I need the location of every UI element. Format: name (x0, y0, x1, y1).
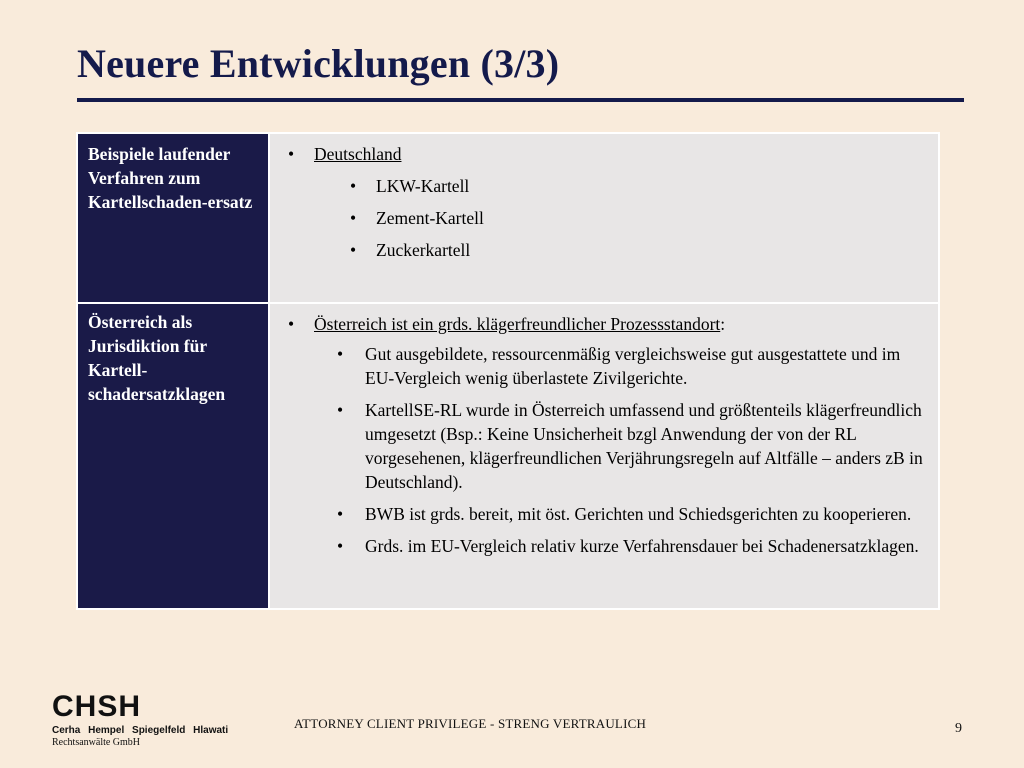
table-row (77, 133, 939, 303)
firm-logo (52, 692, 228, 748)
slide-title: Neuere Entwicklungen (3/3) (77, 41, 560, 86)
bullet-list (280, 142, 928, 262)
list-item (280, 342, 928, 390)
row-label-cell (77, 303, 269, 609)
title-underline (77, 98, 964, 102)
sub-bullet-text: Zement-Kartell (376, 208, 484, 228)
list-item (280, 534, 928, 558)
row-label: Österreich als Jurisdiktion für Kartell-schadersatzklagen (88, 312, 226, 404)
logo-wordmark: CHSH (52, 690, 142, 723)
sub-bullet-list (314, 174, 928, 262)
list-item (314, 206, 928, 230)
logo-subtitle: Rechtsanwälte GmbH (52, 737, 141, 748)
bullet-text: Österreich ist ein grds. klägerfreundlicher Prozessstandort (314, 314, 721, 334)
row-label: Beispiele laufender Verfahren zum Kartellschaden-ersatz (88, 144, 253, 212)
sub-bullet-text: Zuckerkartell (376, 240, 471, 260)
row-label-cell (77, 133, 269, 303)
logo-partner-names: Cerha Hempel Spiegelfeld Hlawati (52, 725, 229, 736)
sub-bullet-text: BWB ist grds. bereit, mit öst. Gerichten und Schiedsgerichten zu kooperieren. (365, 504, 912, 524)
sub-bullet-text: Grds. im EU-Vergleich relativ kurze Verfahrensdauer bei Schadenersatzklagen. (365, 536, 919, 556)
list-item (280, 502, 928, 526)
bullet-list (280, 312, 928, 336)
sub-bullet-text: Gut ausgebildete, ressourcenmäßig vergleichsweise gut ausgestattete und im EU-Vergleich wenig überlastete Zivilgerichte. (365, 344, 901, 388)
row-body-cell (269, 303, 939, 609)
row-body-cell (269, 133, 939, 303)
list-item (314, 174, 928, 198)
list-item (280, 312, 928, 336)
content-table (76, 132, 940, 610)
bullet-suffix: : (720, 314, 726, 334)
sub-bullet-text: LKW-Kartell (376, 176, 470, 196)
page-number: 9 (955, 721, 962, 736)
table-row (77, 303, 939, 609)
list-item (280, 398, 928, 494)
sub-bullet-text: KartellSE-RL wurde in Österreich umfassend und größtenteils klägerfreundlich umgesetzt (Bsp.: Keine Unsicherheit bzgl Anwendung der von der RL vorgesehenen, klägerfreundlichen Verjährungsregeln auf Altfälle – anders zB in Deutschland). (365, 400, 923, 492)
bullet-text: Deutschland (314, 144, 402, 164)
confidentiality-notice: ATTORNEY CLIENT PRIVILEGE - STRENG VERTRAULICH (294, 716, 647, 731)
list-item (280, 142, 928, 262)
list-item (314, 238, 928, 262)
sub-bullet-list (280, 342, 928, 558)
